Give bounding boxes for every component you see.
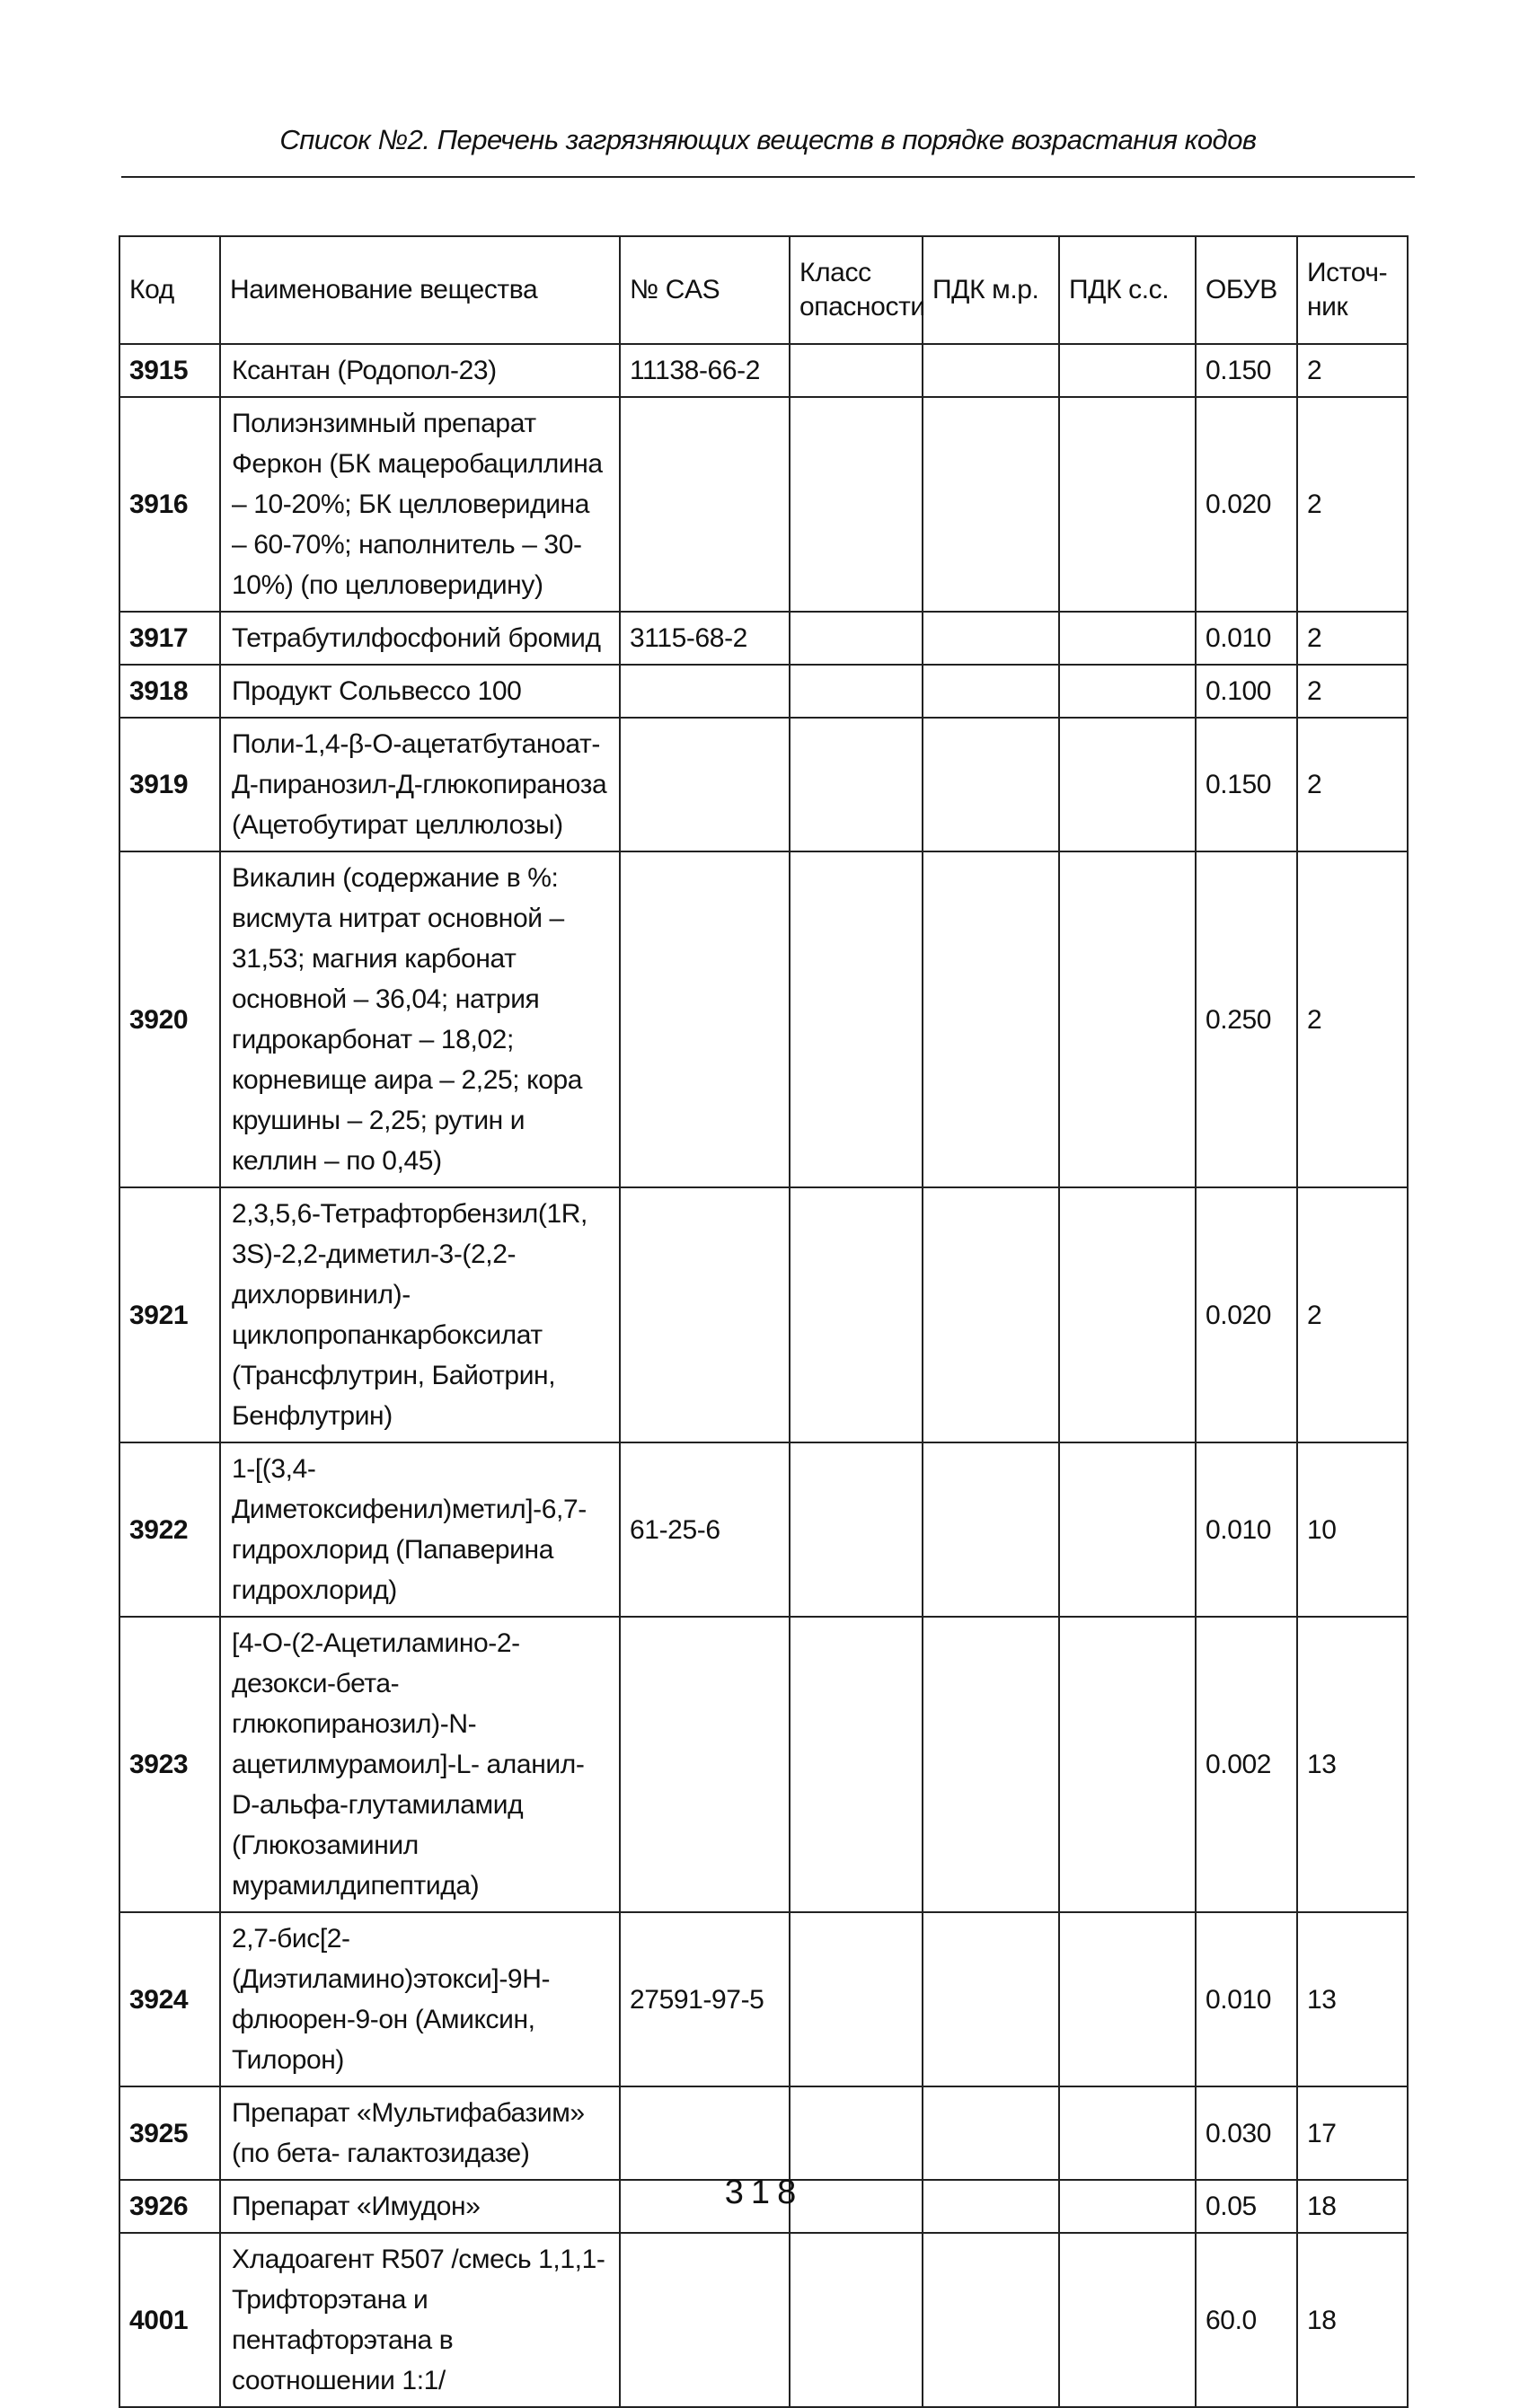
- cell-pdk-mr: [923, 1912, 1059, 2086]
- cell-obuv: 0.030: [1196, 2086, 1297, 2180]
- cell-pdk-ss: [1059, 397, 1196, 612]
- cell-cas: [620, 718, 790, 851]
- cell-hazard: [790, 2086, 923, 2180]
- cell-hazard: [790, 1912, 923, 2086]
- cell-name: Хладоагент R507 /смесь 1,1,1-Трифторэтана и пентафторэтана в соотношении 1:1/: [220, 2233, 620, 2407]
- col-header-cas: № CAS: [620, 236, 790, 344]
- cell-pdk-mr: [923, 2086, 1059, 2180]
- cell-pdk-mr: [923, 1187, 1059, 1442]
- table-row: [119, 665, 1408, 718]
- cell-obuv: 0.002: [1196, 1617, 1297, 1912]
- table-body: [119, 344, 1408, 2407]
- cell-hazard: [790, 1442, 923, 1617]
- col-header-code: Код: [119, 236, 220, 344]
- table-row: [119, 1187, 1408, 1442]
- cell-pdk-ss: [1059, 1617, 1196, 1912]
- cell-source: 2: [1297, 612, 1408, 665]
- table-row: [119, 612, 1408, 665]
- cell-name: Полиэнзимный препарат Феркон (БК мацеробациллина – 10-20%; БК целловеридина – 60-70%; наполнитель – 30-10%) (по целловеридину): [220, 397, 620, 612]
- cell-source: 10: [1297, 1442, 1408, 1617]
- cell-hazard: [790, 718, 923, 851]
- cell-obuv: 0.05: [1196, 2180, 1297, 2233]
- cell-cas: [620, 2086, 790, 2180]
- cell-hazard: [790, 665, 923, 718]
- table-row: [119, 2086, 1408, 2180]
- table-row: [119, 1617, 1408, 1912]
- cell-hazard: [790, 397, 923, 612]
- cell-obuv: 0.010: [1196, 1442, 1297, 1617]
- cell-name: 2,7-бис[2-(Диэтиламино)этокси]-9Н- флюорен-9-он (Амиксин, Тилорон): [220, 1912, 620, 2086]
- cell-name: Препарат «Мультифабазим» (по бета- галактозидазе): [220, 2086, 620, 2180]
- cell-source: 18: [1297, 2180, 1408, 2233]
- cell-source: 18: [1297, 2233, 1408, 2407]
- cell-pdk-ss: [1059, 344, 1196, 397]
- cell-obuv: 0.020: [1196, 1187, 1297, 1442]
- cell-name: Препарат «Имудон»: [220, 2180, 620, 2233]
- table-header-row: [119, 236, 1408, 344]
- header-rule: [121, 176, 1415, 178]
- cell-cas: [620, 665, 790, 718]
- cell-cas: [620, 397, 790, 612]
- cell-pdk-ss: [1059, 1912, 1196, 2086]
- cell-name: 1-[(3,4-Диметоксифенил)метил]-6,7- гидрохлорид (Папаверина гидрохлорид): [220, 1442, 620, 1617]
- cell-name: Продукт Сольвессо 100: [220, 665, 620, 718]
- cell-code: 4001: [119, 2233, 220, 2407]
- cell-hazard: [790, 1187, 923, 1442]
- table-row: [119, 2233, 1408, 2407]
- cell-obuv: 0.250: [1196, 851, 1297, 1187]
- col-header-hazard: Класс опасности: [790, 236, 923, 344]
- pollutants-table: [119, 235, 1409, 2408]
- cell-cas: [620, 1187, 790, 1442]
- cell-name: Викалин (содержание в %: висмута нитрат основной – 31,53; магния карбонат основной – 36,04; натрия гидрокарбонат – 18,02; корневище аира – 2,25; кора крушины – 2,25; рутин и келлин – по 0,45): [220, 851, 620, 1187]
- cell-obuv: 0.010: [1196, 1912, 1297, 2086]
- cell-cas: [620, 2233, 790, 2407]
- cell-cas: 61-25-6: [620, 1442, 790, 1617]
- cell-cas: 3115-68-2: [620, 612, 790, 665]
- col-header-pdk-ss: ПДК с.с.: [1059, 236, 1196, 344]
- cell-cas: [620, 851, 790, 1187]
- cell-source: 13: [1297, 1912, 1408, 2086]
- col-header-obuv: ОБУВ: [1196, 236, 1297, 344]
- cell-pdk-mr: [923, 665, 1059, 718]
- cell-pdk-ss: [1059, 612, 1196, 665]
- cell-name: 2,3,5,6-Тетрафторбензил(1R, 3S)-2,2-диметил-3-(2,2-дихлорвинил)-циклопропанкарбоксилат (Трансфлутрин, Байотрин, Бенфлутрин): [220, 1187, 620, 1442]
- cell-source: 2: [1297, 718, 1408, 851]
- cell-source: 17: [1297, 2086, 1408, 2180]
- cell-code: 3917: [119, 612, 220, 665]
- cell-pdk-mr: [923, 1617, 1059, 1912]
- table-row: [119, 1442, 1408, 1617]
- cell-name: Ксантан (Родопол-23): [220, 344, 620, 397]
- table-row: [119, 851, 1408, 1187]
- cell-code: 3920: [119, 851, 220, 1187]
- cell-code: 3922: [119, 1442, 220, 1617]
- cell-pdk-ss: [1059, 665, 1196, 718]
- cell-hazard: [790, 344, 923, 397]
- cell-hazard: [790, 612, 923, 665]
- col-header-pdk-mr: ПДК м.р.: [923, 236, 1059, 344]
- cell-code: 3916: [119, 397, 220, 612]
- cell-pdk-ss: [1059, 718, 1196, 851]
- cell-hazard: [790, 851, 923, 1187]
- cell-pdk-mr: [923, 718, 1059, 851]
- cell-code: 3915: [119, 344, 220, 397]
- table-row: [119, 397, 1408, 612]
- cell-source: 2: [1297, 397, 1408, 612]
- cell-name: Тетрабутилфосфоний бромид: [220, 612, 620, 665]
- cell-cas: 27591-97-5: [620, 1912, 790, 2086]
- col-header-source: Источ- ник: [1297, 236, 1408, 344]
- cell-cas: [620, 1617, 790, 1912]
- cell-source: 2: [1297, 344, 1408, 397]
- cell-code: 3925: [119, 2086, 220, 2180]
- cell-pdk-ss: [1059, 1187, 1196, 1442]
- cell-cas: 11138-66-2: [620, 344, 790, 397]
- cell-pdk-ss: [1059, 2086, 1196, 2180]
- cell-hazard: [790, 2233, 923, 2407]
- cell-source: 2: [1297, 665, 1408, 718]
- cell-name: [4-О-(2-Ацетиламино-2-дезокси-бета-глюкопиранозил)-N-ацетилмурамоил]-L- аланил-D-альфа-глутамиламид (Глюкозаминил мурамилдипептида): [220, 1617, 620, 1912]
- table-row: [119, 344, 1408, 397]
- cell-source: 2: [1297, 1187, 1408, 1442]
- page-number: 318: [724, 2174, 804, 2211]
- cell-pdk-ss: [1059, 2233, 1196, 2407]
- cell-name: Поли-1,4-β-О-ацетатбутаноат-Д-пиранозил-Д-глюкопираноза (Ацетобутират целлюлозы): [220, 718, 620, 851]
- table-row: [119, 1912, 1408, 2086]
- table-row: [119, 718, 1408, 851]
- cell-code: 3926: [119, 2180, 220, 2233]
- cell-code: 3924: [119, 1912, 220, 2086]
- cell-obuv: 0.150: [1196, 344, 1297, 397]
- cell-code: 3921: [119, 1187, 220, 1442]
- cell-pdk-mr: [923, 344, 1059, 397]
- cell-pdk-mr: [923, 612, 1059, 665]
- cell-pdk-mr: [923, 2233, 1059, 2407]
- cell-source: 2: [1297, 851, 1408, 1187]
- cell-code: 3919: [119, 718, 220, 851]
- cell-obuv: 0.150: [1196, 718, 1297, 851]
- cell-source: 13: [1297, 1617, 1408, 1912]
- col-header-name: Наименование вещества: [220, 236, 620, 344]
- cell-pdk-ss: [1059, 851, 1196, 1187]
- cell-obuv: 0.020: [1196, 397, 1297, 612]
- cell-pdk-ss: [1059, 1442, 1196, 1617]
- cell-pdk-mr: [923, 851, 1059, 1187]
- cell-obuv: 0.010: [1196, 612, 1297, 665]
- cell-obuv: 0.100: [1196, 665, 1297, 718]
- cell-code: 3923: [119, 1617, 220, 1912]
- cell-obuv: 60.0: [1196, 2233, 1297, 2407]
- cell-pdk-mr: [923, 1442, 1059, 1617]
- cell-pdk-mr: [923, 397, 1059, 612]
- cell-code: 3918: [119, 665, 220, 718]
- page-header: Список №2. Перечень загрязняющих веществ в порядке возрастания кодов: [279, 124, 1257, 155]
- cell-hazard: [790, 1617, 923, 1912]
